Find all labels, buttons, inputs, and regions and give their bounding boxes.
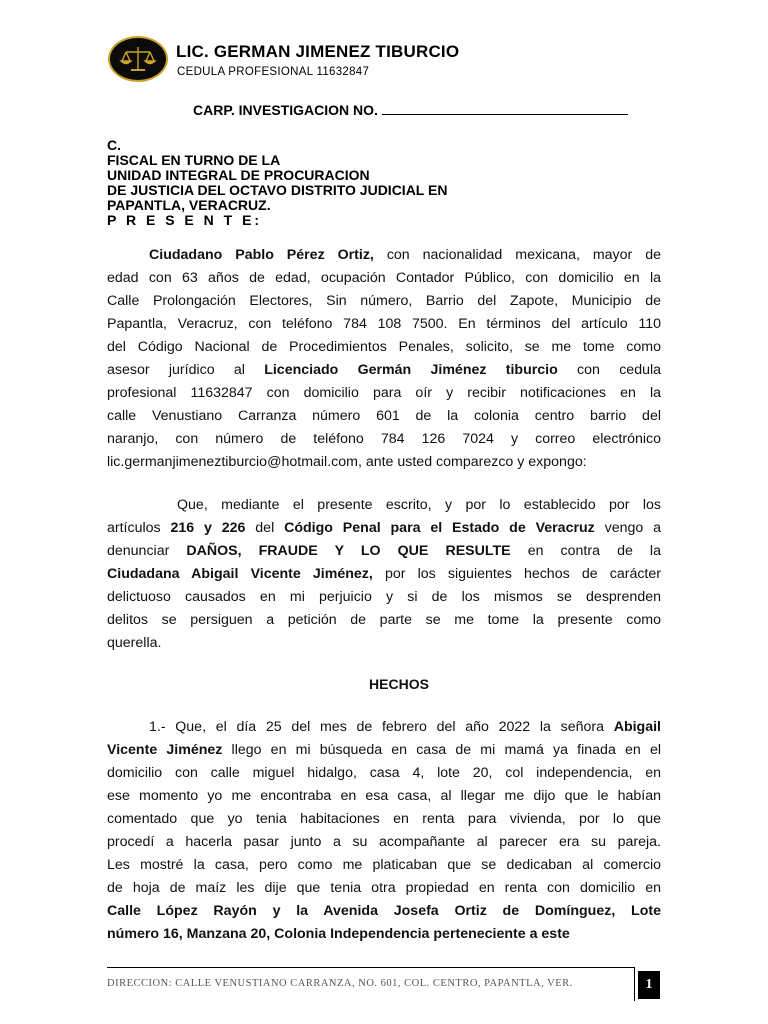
text-run: querella. — [107, 635, 162, 651]
text-run: del — [245, 520, 285, 536]
text-line — [107, 290, 661, 313]
text-run: con nacionalidad mexicana, mayor de — [373, 247, 661, 263]
footer-address: DIRECCION: CALLE VENUSTIANO CARRANZA, NO. 601, COL. CENTRO, PAPANTLA, VER. — [107, 978, 573, 989]
text-line — [107, 494, 661, 517]
text-line — [107, 762, 661, 785]
text-run: profesional 11632847 con domicilio para oír y recibir notificaciones en la — [107, 385, 661, 401]
text-line — [107, 609, 661, 632]
bold-text: Ciudadano Pablo Pérez Ortiz, — [149, 247, 374, 263]
text-line — [107, 540, 661, 563]
bold-text: DAÑOS, FRAUDE Y LO QUE RESULTE — [186, 543, 511, 559]
text-line — [107, 877, 661, 900]
text-run: domicilio con calle miguel hidalgo, casa 4, lote 20, col independencia, en — [107, 765, 661, 781]
text-line — [107, 900, 661, 923]
text-line — [107, 359, 661, 382]
carpeta-label: CARP. INVESTIGACION NO. — [193, 102, 378, 118]
carpeta-blank-line — [382, 103, 628, 115]
hechos-heading: HECHOS — [369, 676, 429, 692]
text-run: Que, mediante el presente escrito, y por lo establecido por los — [177, 497, 661, 513]
text-run: edad con 63 años de edad, ocupación Contador Público, con domicilio en la — [107, 270, 661, 286]
paragraph-introduction — [107, 244, 661, 474]
bold-text: Ciudadana Abigail Vicente Jiménez, — [107, 566, 373, 582]
text-line — [107, 831, 661, 854]
text-line — [107, 586, 661, 609]
cedula-profesional: CEDULA PROFESIONAL 11632847 — [177, 66, 370, 78]
page-number: 1 — [638, 971, 660, 999]
bold-text: número 16, Manzana 20, Colonia Independencia perteneciente a este — [107, 926, 570, 942]
text-run: lic.germanjimeneztiburcio@hotmail.com, ante usted comparezco y expongo: — [107, 454, 587, 470]
addressee-block — [107, 138, 447, 228]
paragraph-denuncia — [107, 494, 661, 655]
carpeta-investigacion — [193, 102, 628, 118]
text-run: calle Venustiano Carranza número 601 de la colonia centro barrio del — [107, 408, 661, 424]
addressee-line: PAPANTLA, VERACRUZ. — [107, 197, 271, 213]
text-line — [107, 405, 661, 428]
text-line — [107, 808, 661, 831]
text-run: del Código Nacional de Procedimientos Penales, solicito, se me tome como — [107, 339, 661, 355]
text-run: Calle Prolongación Electores, Sin número, Barrio del Zapote, Municipio de — [107, 293, 661, 309]
text-line — [107, 267, 661, 290]
addressee-line: FISCAL EN TURNO DE LA — [107, 152, 281, 168]
bold-text: Licenciado Germán Jiménez tiburcio — [264, 362, 558, 378]
text-run: Les mostré la casa, pero como me platicaban que se dedicaban al comercio — [107, 857, 661, 873]
bold-text: 216 y 226 — [170, 520, 246, 536]
text-run: con cedula — [557, 362, 662, 378]
text-line — [107, 382, 661, 405]
text-run: ese momento yo me encontraba en esa casa, al llegar me dijo que le habían — [107, 788, 661, 804]
text-line — [107, 632, 661, 655]
scales-of-justice-icon — [108, 36, 168, 82]
text-line — [107, 517, 661, 540]
presente-line: P R E S E N T E: — [107, 212, 263, 228]
text-line — [107, 785, 661, 808]
paragraph-hecho-1 — [107, 716, 661, 946]
text-line — [107, 451, 661, 474]
text-line — [107, 563, 661, 586]
bold-text: Código Penal para el Estado de Veracruz — [284, 520, 595, 536]
text-line — [107, 923, 661, 946]
text-run: delitos se persiguen a petición de parte se me tome la presente como — [107, 612, 661, 628]
text-line — [107, 716, 661, 739]
text-line — [107, 336, 661, 359]
text-run: llego en mi búsqueda en casa de mi mamá ya finada en el — [222, 742, 661, 758]
text-line — [107, 244, 661, 267]
text-line — [107, 739, 661, 762]
text-run: artículos — [107, 520, 171, 536]
text-run: asesor jurídico al — [107, 362, 265, 378]
text-run: vengo a — [594, 520, 662, 536]
bold-text: Abigail — [613, 719, 661, 735]
bold-text: Calle López Rayón y la Avenida Josefa Ortiz de Domínguez, Lote — [107, 903, 661, 919]
text-run: denunciar — [107, 543, 187, 559]
footer-vertical-rule — [634, 967, 635, 1001]
text-run: de hoja de maíz les dije que tenia otra propiedad en renta con domicilio en — [107, 880, 661, 896]
bold-text: Vicente Jiménez — [107, 742, 223, 758]
text-run: delictuoso causados en mi perjuicio y si de los mismos se desprenden — [107, 589, 661, 605]
addressee-line: C. — [107, 137, 121, 153]
text-run: 1.- Que, el día 25 del mes de febrero del año 2022 la señora — [149, 719, 614, 735]
text-run: por los siguientes hechos de carácter — [372, 566, 661, 582]
text-run: comentado que yo tenia habitaciones en renta para vivienda, por lo que — [107, 811, 661, 827]
text-run: procedí a hacerla pasar junto a su acompañante al parecer era su pareja. — [107, 834, 661, 850]
text-line — [107, 428, 661, 451]
text-line — [107, 313, 661, 336]
addressee-line: UNIDAD INTEGRAL DE PROCURACION — [107, 167, 370, 183]
lawyer-name: LIC. GERMAN JIMENEZ TIBURCIO — [176, 42, 460, 61]
text-run: en contra de la — [510, 543, 661, 559]
footer-rule — [107, 967, 635, 968]
addressee-line: DE JUSTICIA DEL OCTAVO DISTRITO JUDICIAL EN — [107, 182, 448, 198]
text-line — [107, 854, 661, 877]
text-run: Papantla, Veracruz, con teléfono 784 108 7500. En términos del artículo 110 — [107, 316, 661, 332]
text-run: naranjo, con número de teléfono 784 126 7024 y correo electrónico — [107, 431, 661, 447]
